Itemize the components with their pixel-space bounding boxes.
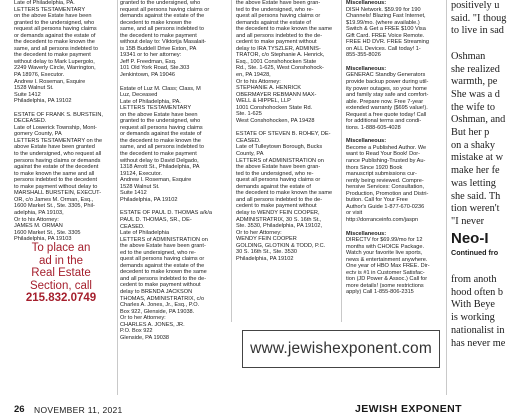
notice-line: LETTERS of ADMINISTRATION on [120, 236, 208, 243]
notice-line: County, PA [236, 151, 264, 158]
notice-line: 1528 Walnut St. [120, 183, 160, 190]
notice-line: Esq., 1001 Conshohocken State [236, 58, 317, 65]
story-line: on a shaky [451, 139, 496, 151]
story-line: Oshman [451, 50, 486, 62]
notice-line: Luz, Deceased [120, 92, 158, 99]
notice-line: to the undersigned, who request all [14, 151, 102, 158]
notice-line: rance Publishing-Trusted by Au- [346, 158, 426, 165]
notice-line: WELL & HIPPEL, LLP [236, 98, 291, 105]
notice-line: rently being reviewed. Compre- [346, 177, 424, 184]
story-line: tion weren't [451, 203, 500, 215]
notice-line: Become a Published Author. We [346, 144, 427, 151]
notice-line: the decedent to make known the same [236, 190, 333, 197]
notice-line: Late of Lowerick Township, Mont- [14, 124, 97, 131]
publication-name: JEWISH EXPONENT [355, 403, 462, 415]
notice-line: Ste. 3530, Philadelphia, PA 19102, [236, 223, 323, 230]
notice-line: P.O. Box 922 [120, 328, 153, 335]
notice-line: TRATOR, c/o Stephanie A. Henrick, [236, 52, 325, 59]
notice-line: ed to the undersigned, who re- [120, 249, 196, 256]
notice-line: Rd., Ste. 1-625, West Conshohock- [236, 65, 324, 72]
notice-line: delay to IRA TYSZLER, ADMINIS- [236, 45, 321, 52]
section-heading: Miscellaneous: [346, 0, 387, 6]
story-line: make her fe [451, 165, 500, 177]
notice-line: extended warranty ($695 value!). [346, 105, 428, 112]
notice-line: on the above Estate have been [14, 13, 92, 20]
story-line: is working [451, 312, 495, 324]
notice-line: http://dorranceinfo.com/jaspn [346, 216, 419, 223]
notice-line: OBERMAYER REBMANN MAX- [236, 91, 317, 98]
notice-line: the above Estate have been gran- [236, 164, 321, 171]
legal-notices-column-1 [14, 0, 112, 243]
notice-line: quest all persons having claims or [120, 256, 205, 263]
column-divider [231, 0, 232, 322]
column-divider [341, 0, 342, 322]
story-line: With Beye [451, 299, 495, 311]
notice-line: persons having claims or demands [14, 157, 101, 164]
notice-line: to make payment without delay to [14, 183, 98, 190]
notice-line: Glenside, PA 19038 [120, 334, 170, 341]
ad-phone-number[interactable]: 215.832.0749 [25, 292, 97, 304]
classifieds-column-4 [346, 0, 442, 296]
notice-line: MARSHALL BURSTEIN, EXECUT- [14, 190, 102, 197]
notice-line: granted to the undersigned, who [120, 0, 201, 6]
notice-line: the decedent to make payment [120, 32, 197, 39]
notice-line: 855-355-8026 [346, 52, 381, 59]
story-line: warmth, pe [451, 76, 498, 88]
section-heading: Miscellaneous: [346, 138, 387, 145]
notice-line: request all persons having claims [120, 124, 203, 131]
notice-heading: Estate of Luz M. Class; Class, M [120, 85, 201, 92]
story-line: mistake at w [451, 152, 504, 164]
notice-line: months with CHOICE Package. [346, 243, 425, 250]
notice-line: on the above Estate have been [120, 111, 198, 118]
notice-line: and all persons indebted to the de- [120, 275, 207, 282]
notice-line: above Estate have been granted [14, 144, 95, 151]
notice-line: to make known the same and all [14, 170, 95, 177]
notice-line: $19.99/mo. (where available.) [346, 19, 420, 26]
notice-line: DECEASED. [14, 118, 47, 125]
notice-line: and all persons indebted to the de- [236, 32, 323, 39]
notice-heading: ESTATE OF PAUL D. THOMAS a/k/a [120, 210, 213, 217]
notice-line: CHARLES A. JONES, JR. [120, 321, 185, 328]
notice-line: Philadelphia, PA 19102 [236, 255, 294, 262]
notice-line: is 15B Buddell Drive Exton, PA [120, 45, 197, 52]
notice-line: GENERAC Standby Generators [346, 72, 426, 79]
notice-line: LETTERS TESTAMENTARY on the [14, 137, 103, 144]
notice-line: Late of Tulleytown Borough, Bucks [236, 144, 323, 151]
notice-line: able. Prepare now. Free 7-year [346, 98, 424, 105]
notice-line: Andrew I. Roseman, Esquire [120, 177, 192, 184]
notice-line: Philadelphia, PA 19102 [14, 98, 72, 105]
notice-line: quest all persons having claims or [236, 177, 321, 184]
notice-line: granted to the undersigned, who [120, 118, 201, 125]
real-estate-ad[interactable] [8, 242, 114, 305]
ad-line-4: Section, call [29, 279, 92, 292]
section-heading: Miscellaneous: [346, 65, 387, 72]
notice-line: quest all persons having claims or [236, 13, 321, 20]
notice-line: adelphia, PA 19103, [14, 209, 64, 216]
notice-line: GOLDING, GLOTKIN & TODD, P.C. [236, 242, 326, 249]
notice-line: for additional terms and condi- [346, 118, 422, 125]
notice-line: the above Estate have been gran- [236, 0, 321, 6]
ad-line-3: Real Estate [31, 267, 91, 279]
notice-line: the above Estate have been grant- [120, 243, 206, 250]
story-headline: Neo-I [451, 230, 489, 247]
story-line: "I never [451, 215, 485, 227]
ad-line-1: To place an [31, 242, 91, 254]
notice-line: cedent to make payment without [120, 282, 201, 289]
notice-line: OR, c/o James M. Orman, Esq., [14, 196, 94, 203]
notice-line: Switch & Get a FREE $100 Visa [346, 26, 426, 33]
notice-line: 1600 Market St., Ste. 3305 [14, 229, 81, 236]
notice-line: Andrew I. Roseman, Esquire [14, 78, 86, 85]
notice-line: without delay to Mark Lupergolo, [14, 58, 95, 65]
issue-date: NOVEMBER 11, 2021 [34, 404, 123, 415]
notice-line: Jenkintown, PA 19046 [120, 72, 175, 79]
notice-line: 19124, Executor. [120, 170, 162, 177]
notice-line: Request a free quote today! Call [346, 111, 427, 118]
notice-line: ity power outages, so your home [346, 85, 427, 92]
notice-line: apply) Call 1-855-806-2315 [346, 289, 414, 296]
notice-line: and family stay safe and comfort- [346, 92, 429, 99]
legal-notices-column-3 [236, 0, 334, 262]
notice-line: granted to the undersigned, who [14, 19, 95, 26]
notice-line: 1318 Arrott St., Philadelphia, PA [120, 164, 200, 171]
notice-line: the decedent to make payment [14, 52, 91, 59]
notice-line: request all persons having claims [14, 26, 97, 33]
notice-line: 30 S. 16th St., Ste. 3530 [236, 249, 297, 256]
notice-line: persons indebted to the decedent [14, 177, 98, 184]
notice-line: Charles A. Jones, Jr., Esq., P.O. [120, 302, 200, 309]
notice-line: bution. Call for Your Free [346, 197, 408, 204]
notice-line: against the estate of the decedent [14, 164, 99, 171]
notice-line: demands against the estate of the [120, 13, 205, 20]
notice-line: PA 18976, Executor. [14, 72, 65, 79]
notice-line: LETTERS of ADMINISTRATION on [236, 157, 324, 164]
notice-line: news & entertainment anywhere. [346, 256, 428, 263]
notice-line: tions. 1-888-605-4028 [346, 124, 401, 131]
story-line: she realized [451, 63, 500, 75]
notice-line: cedent to make payment without [236, 39, 317, 46]
notice-line: Channels! Blazing Fast Internet, [346, 13, 426, 20]
notice-line: Suite 1412 [14, 91, 41, 98]
notice-heading: ESTATE OF STEVEN B. ROHEY, DE- [236, 131, 331, 138]
notice-line: Philadelphia, PA 19102 [120, 196, 178, 203]
story-column-bottom [451, 274, 505, 350]
notice-line: provide backup power during util- [346, 79, 429, 86]
notice-line: THOMAS, ADMINISTRATRIX, c/o [120, 295, 205, 302]
notice-line: ted to the undersigned, who re- [236, 170, 314, 177]
website-url[interactable]: www.jewishexponent.com [250, 340, 432, 357]
notice-line: manuscript submissions cur- [346, 171, 417, 178]
notice-line: West Conshohocken, PA 19428 [236, 117, 315, 124]
website-ad-box[interactable] [242, 330, 440, 368]
story-line: hood often b [451, 286, 504, 298]
notice-line: same, and all persons indebted to [120, 26, 204, 33]
notice-line: en, PA 19428, [236, 72, 271, 79]
notice-line: tion (JD Power & Assoc.) Call for [346, 276, 428, 283]
notice-line: Late of Philadelphia [120, 230, 170, 237]
section-heading: Miscellaneous: [346, 230, 387, 237]
story-line: said. "I thoug [451, 12, 507, 24]
notice-line: or visit [346, 210, 363, 217]
notice-line: gomery County, PA [14, 131, 62, 138]
notice-line: FREE HD DVR. FREE Streaming [346, 39, 429, 46]
notice-line: same, and all persons indebted to [120, 144, 204, 151]
story-column-top [451, 0, 512, 229]
notice-line: want to Read Your Book! Dor- [346, 151, 421, 158]
notice-line: WENDY FEIN COOPER [236, 236, 297, 243]
notice-line: STEPHANIE A. HENRICK [236, 85, 301, 92]
notice-line: 101 Old York Road, Ste.303 [120, 65, 190, 72]
ad-line-2: ad in the [38, 254, 84, 267]
column-divider [446, 0, 447, 395]
notice-line: Or to his Attorney: [14, 216, 59, 223]
notice-line: PAUL D. THOMAS, SR., DE- [120, 216, 192, 223]
notice-line: or demands against the estate of [120, 131, 202, 138]
notice-line: Box 922, Glenside, PA 19038. [120, 308, 195, 315]
story-continued-label: Continued fro [451, 248, 499, 257]
notice-line: the decedent to make known the same [236, 26, 333, 33]
notice-line: 1528 Walnut St. [14, 85, 54, 92]
story-line [451, 38, 512, 51]
notice-line: Late of Philadelphia, PA. [120, 98, 181, 105]
notice-line: ectv is #1 in Customer Satisfac- [346, 269, 425, 276]
notice-line: cedent to make payment without [236, 203, 317, 210]
notice-line: Or to her Attorney: [120, 315, 166, 322]
notice-line: LETTERS TESTAMENTARY [120, 105, 192, 112]
notice-line: the decedent to make known the [120, 137, 201, 144]
notice-line: Or to her Attorney: [236, 229, 282, 236]
notice-line: Production, Promotion and Distri- [346, 190, 429, 197]
story-line: But her p [451, 127, 490, 139]
page-number: 26 [14, 404, 25, 415]
notice-line: the decedent to make payment [120, 151, 197, 158]
story-line: from anoth [451, 274, 497, 285]
notice-line: 1600 Market St., Ste. 3305, Phil- [14, 203, 95, 210]
legal-notices-column-2 [120, 0, 218, 341]
notice-line: ted to the undersigned, who re- [236, 6, 314, 13]
story-line: she said. Th [451, 190, 501, 202]
notice-line: same, and all persons indebted to [14, 45, 98, 52]
notice-line: DIRECTV for $69.99/mo for 12 [346, 237, 423, 244]
notice-line: Jeff P. Freedman, Esq. [120, 58, 177, 65]
notice-line: without delay to: Viktorija Masalait- [120, 39, 207, 46]
notice-line: decedent to make known the same [120, 269, 207, 276]
notice-line: without delay to David Delgado, [120, 157, 199, 164]
notice-line: 19341 or to her attorney: [120, 52, 182, 59]
notice-line: 2249 Waverly Circle, Warrington, [14, 65, 96, 72]
story-line: to live in sad [451, 25, 504, 37]
notice-line: LETTERS TESTAMENTARY [14, 6, 86, 13]
notice-line: demands against the estate of the [120, 262, 205, 269]
story-line: was letting [451, 177, 496, 189]
notice-line: more details! (some restrictions [346, 282, 424, 289]
notice-line: ADMINISTRATRIX, 30 S. 16th St., [236, 216, 322, 223]
notice-line: Or to his Attorney: [236, 78, 281, 85]
notice-line: One year of HBO Max FREE. Dir- [346, 263, 430, 270]
notice-line: or demands against the estate of [14, 32, 96, 39]
notice-line: CEASED. [120, 223, 145, 230]
notice-line: Watch your favorite live sports, [346, 250, 423, 257]
notice-line: JAMES M. ORMAN [14, 223, 63, 230]
notice-line: delay to BRENDA JACKSON [120, 288, 193, 295]
notice-line: the decedent to make known the [14, 39, 95, 46]
notice-line: thors Since 1920 Book [346, 164, 403, 171]
notice-line: demands against the estate of [236, 19, 311, 26]
notice-line: DISH Network. $59.99 for 190 [346, 6, 421, 13]
story-line: has never me [451, 337, 506, 349]
notice-line: Author's Guide 1-877-670-0236 [346, 203, 425, 210]
notice-line: Ste. 1-625 [236, 111, 262, 118]
notice-line: request all persons having claims or [120, 6, 210, 13]
notice-line: decedent to make known the [120, 19, 192, 26]
notice-line: and all persons indebted to the de- [236, 196, 323, 203]
story-line: Oshman, and [451, 114, 506, 126]
notice-line: Late of Philadelphia, PA. [14, 0, 75, 6]
notice-line: Suite 1412 [120, 190, 147, 197]
notice-line: Philadelphia, PA 19103 [14, 236, 72, 243]
column-divider [117, 0, 118, 395]
story-line: positively u [451, 0, 500, 11]
story-line: nationalist in [451, 324, 505, 336]
notice-line: 1001 Conshohocken State Rd. [236, 104, 313, 111]
story-line: She was a d [451, 88, 500, 100]
notice-line: hensive Services: Consultation, [346, 184, 425, 191]
notice-line: Gift Card. FREE Voice Remote. [346, 32, 425, 39]
notice-line: CEASED. [236, 137, 261, 144]
notice-line: delay to WENDY FEIN COOPER, [236, 209, 320, 216]
story-line: the wife to [451, 101, 496, 113]
notice-line: on ALL Devices. Call today! 1- [346, 45, 421, 52]
page-footer [0, 396, 512, 418]
notice-line: demands against the estate of [236, 183, 311, 190]
notice-heading: ESTATE OF FRANK S. BURSTEIN, [14, 111, 103, 118]
